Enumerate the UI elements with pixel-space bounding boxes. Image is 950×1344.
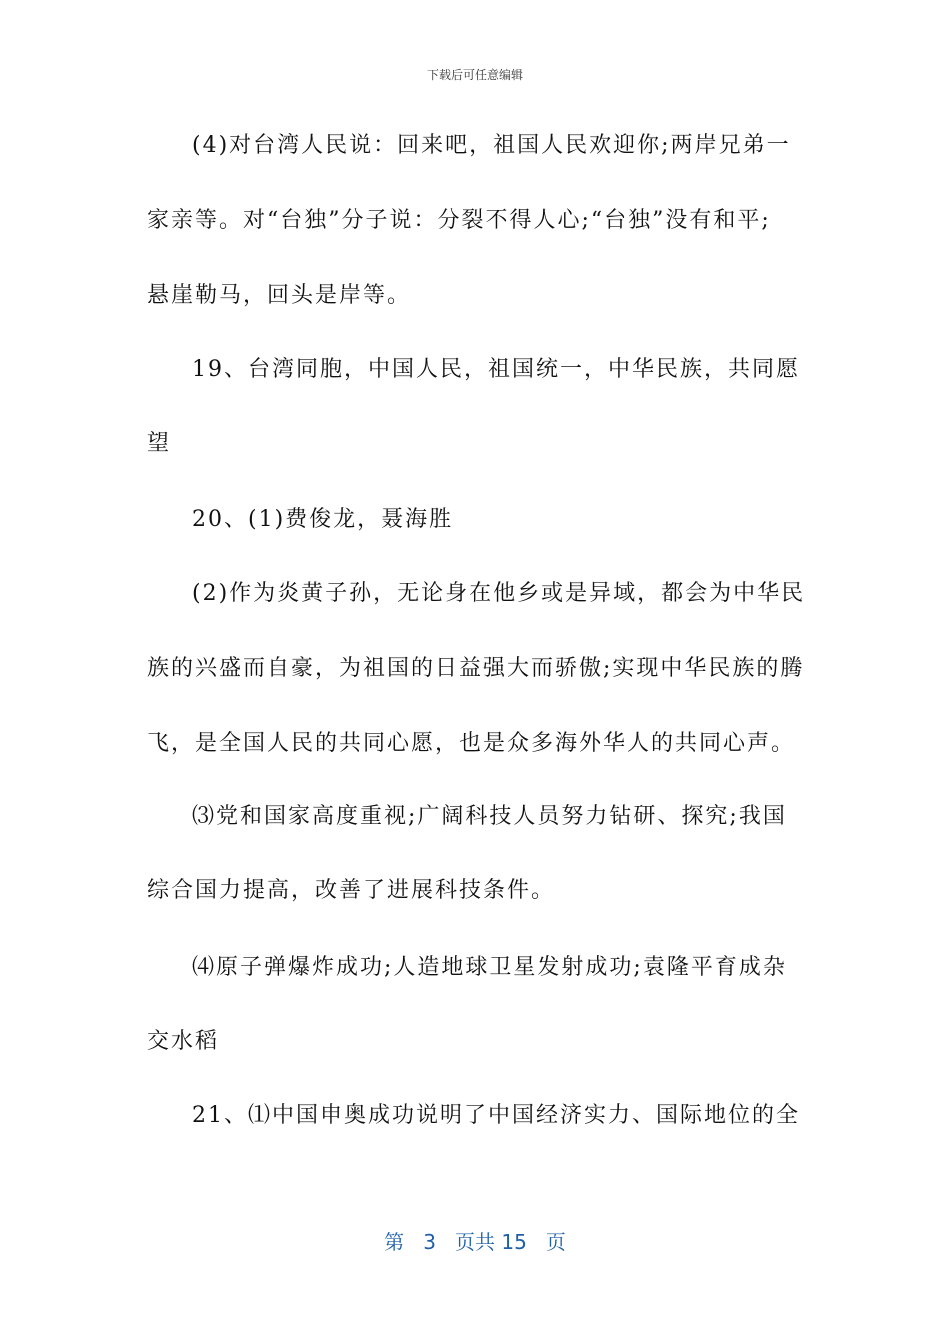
- text-line: 望: [147, 431, 172, 456]
- page-header: 下载后可任意编辑: [426, 68, 523, 82]
- text-line: 族的兴盛而自豪，为祖国的日益强大而骄傲;实现中华民族的腾: [147, 656, 805, 681]
- text-line: 综合国力提高，改善了进展科技条件。: [147, 878, 556, 903]
- text-line: (4)对台湾人民说：回来吧，祖国人民欢迎你;两岸兄弟一: [192, 133, 791, 158]
- footer-prefix: 第: [384, 1230, 405, 1254]
- text-line: 20、(1)费俊龙，聂海胜: [192, 507, 454, 532]
- text-line: 家亲等。对“台独”分子说：分裂不得人心;“台独”没有和平;: [147, 208, 771, 233]
- text-line: 21、⑴中国申奥成功说明了中国经济实力、国际地位的全: [192, 1103, 800, 1128]
- text-line: 19、台湾同胞，中国人民，祖国统一，中华民族，共同愿: [192, 357, 800, 382]
- text-line: ⑶党和国家高度重视;广阔科技人员努力钻研、探究;我国: [192, 804, 787, 829]
- footer-total-pages: 15: [501, 1230, 527, 1254]
- footer-current-page: 3: [423, 1230, 436, 1254]
- text-line: 交水稻: [147, 1029, 220, 1054]
- text-line: 悬崖勒马，回头是岸等。: [147, 283, 412, 308]
- text-line: (2)作为炎黄子孙，无论身在他乡或是异域，都会为中华民: [192, 581, 806, 606]
- text-line: 飞，是全国人民的共同心愿，也是众多海外华人的共同心声。: [147, 731, 796, 756]
- text-line: ⑷原子弹爆炸成功;人造地球卫星发射成功;袁隆平育成杂: [192, 955, 787, 980]
- page-footer: [0, 1226, 950, 1255]
- footer-middle: 页共: [455, 1230, 495, 1254]
- footer-suffix: 页: [545, 1230, 566, 1254]
